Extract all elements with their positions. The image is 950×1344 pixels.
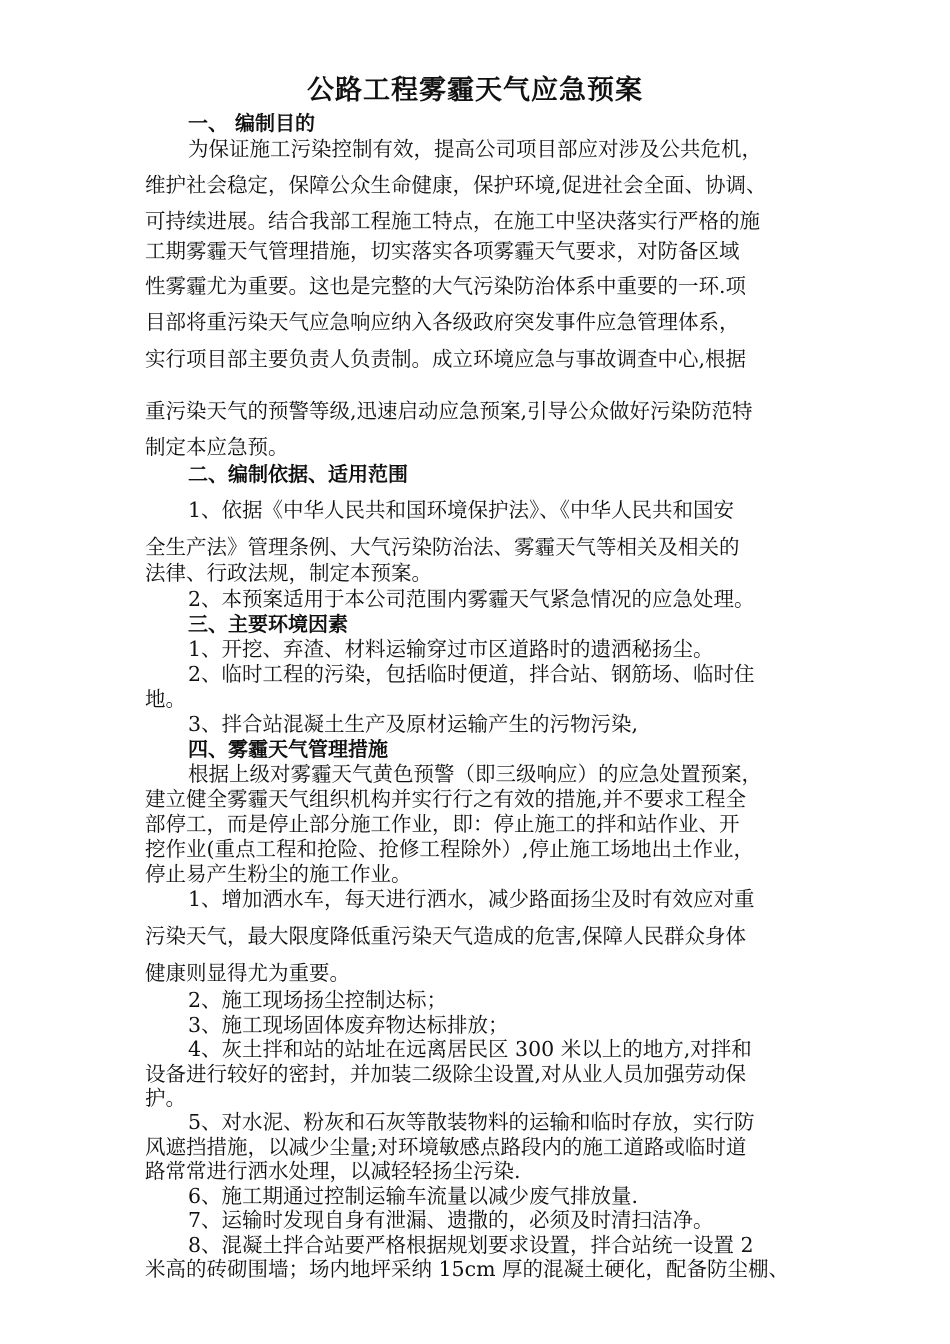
paragraph-line: 地。 — [145, 687, 186, 711]
paragraph-line: 护。 — [145, 1086, 186, 1110]
paragraph-line: 2、本预案适用于本公司范围内雾霾天气紧急情况的应急处理。 — [188, 587, 755, 611]
paragraph-line: 维护社会稳定，保障公众生命健康，保护环境,促进社会全面、协调、 — [145, 173, 767, 197]
paragraph-line: 4、灰土拌和站的站址在远离居民区 300 米以上的地方,对拌和 — [188, 1037, 752, 1061]
paragraph-line: 6、施工期通过控制运输车流量以减少废气排放量. — [188, 1184, 639, 1208]
paragraph-line: 目部将重污染天气应急响应纳入各级政府突发事件应急管理体系， — [145, 310, 740, 334]
paragraph-line: 1、增加洒水车，每天进行洒水，减少路面扬尘及时有效应对重 — [188, 887, 755, 911]
paragraph-line: 可持续进展。结合我部工程施工特点，在施工中坚决落实行严格的施 — [145, 209, 760, 233]
paragraph-line: 1、开挖、弃渣、材料运输穿过市区道路时的遗洒秘扬尘。 — [188, 637, 714, 661]
paragraph-line: 挖作业(重点工程和抢险、抢修工程除外）,停止施工场地出土作业， — [145, 837, 755, 861]
paragraph-line: 风遮挡措施，以减少尘量;对环境敏感点路段内的施工道路或临时道 — [145, 1135, 747, 1159]
paragraph-line: 污染天气，最大限度降低重污染天气造成的危害,保障人民群众身体 — [145, 924, 747, 948]
paragraph-line: 米高的砖砌围墙；场内地坪采纳 15cm 厚的混凝土硬化，配备防尘棚、 — [145, 1257, 790, 1281]
section-heading-factors: 三、主要环境因素 — [188, 612, 348, 636]
paragraph-line: 1、依据《中华人民共和国环境保护法》、《中华人民共和国安 — [188, 498, 735, 522]
paragraph-line: 为保证施工污染控制有效，提高公司项目部应对涉及公共危机， — [188, 137, 762, 161]
paragraph-line: 7、运输时发现自身有泄漏、遗撒的，必须及时清扫洁净。 — [188, 1208, 714, 1232]
paragraph-line: 部停工，而是停止部分施工作业，即：停止施工的拌和站作业、开 — [145, 812, 740, 836]
paragraph-line: 2、临时工程的污染，包括临时便道，拌合站、钢筋场、临时住 — [188, 662, 755, 686]
paragraph-line: 2、施工现场扬尘控制达标； — [188, 988, 448, 1012]
paragraph-line: 根据上级对雾霾天气黄色预警（即三级响应）的应急处置预案， — [188, 762, 762, 786]
paragraph-line: 重污染天气的预警等级,迅速启动应急预案,引导公众做好污染防范特 — [145, 399, 753, 423]
document-title: 公路工程雾霾天气应急预案 — [307, 75, 643, 106]
paragraph-line: 性雾霾尤为重要。这也是完整的大气污染防治体系中重要的一环.项 — [145, 274, 747, 298]
paragraph-line: 工期雾霾天气管理措施，切实落实各项雾霾天气要求，对防备区域 — [145, 239, 740, 263]
paragraph-line: 设备进行较好的密封，并加装二级除尘设置,对从业人员加强劳动保 — [145, 1062, 747, 1086]
section-heading-basis: 二、编制依据、适用范围 — [188, 462, 408, 486]
paragraph-line: 建立健全雾霾天气组织机构并实行行之有效的措施,并不要求工程全 — [145, 787, 747, 811]
paragraph-line: 制定本应急预。 — [145, 435, 289, 459]
section-heading-purpose: 一、 编制目的 — [188, 111, 315, 135]
paragraph-line: 5、对水泥、粉灰和石灰等散装物料的运输和临时存放，实行防 — [188, 1110, 755, 1134]
paragraph-line: 路常常进行洒水处理，以减轻轻扬尘污染. — [145, 1159, 521, 1183]
paragraph-line: 3、施工现场固体废弃物达标排放； — [188, 1013, 509, 1037]
paragraph-line: 健康则显得尤为重要。 — [145, 961, 350, 985]
section-heading-measures: 四、雾霾天气管理措施 — [188, 737, 388, 761]
paragraph-line: 实行项目部主要负责人负责制。成立环境应急与事故调查中心,根据 — [145, 347, 747, 371]
paragraph-line: 3、拌合站混凝土生产及原材运输产生的污物污染, — [188, 712, 639, 736]
paragraph-line: 8、混凝土拌合站要严格根据规划要求设置，拌合站统一设置 2 — [188, 1233, 754, 1257]
paragraph-line: 停止易产生粉尘的施工作业。 — [145, 862, 412, 886]
paragraph-line: 全生产法》管理条例、大气污染防治法、雾霾天气等相关及相关的 — [145, 535, 740, 559]
paragraph-line: 法律、行政法规，制定本预案。 — [145, 561, 432, 585]
